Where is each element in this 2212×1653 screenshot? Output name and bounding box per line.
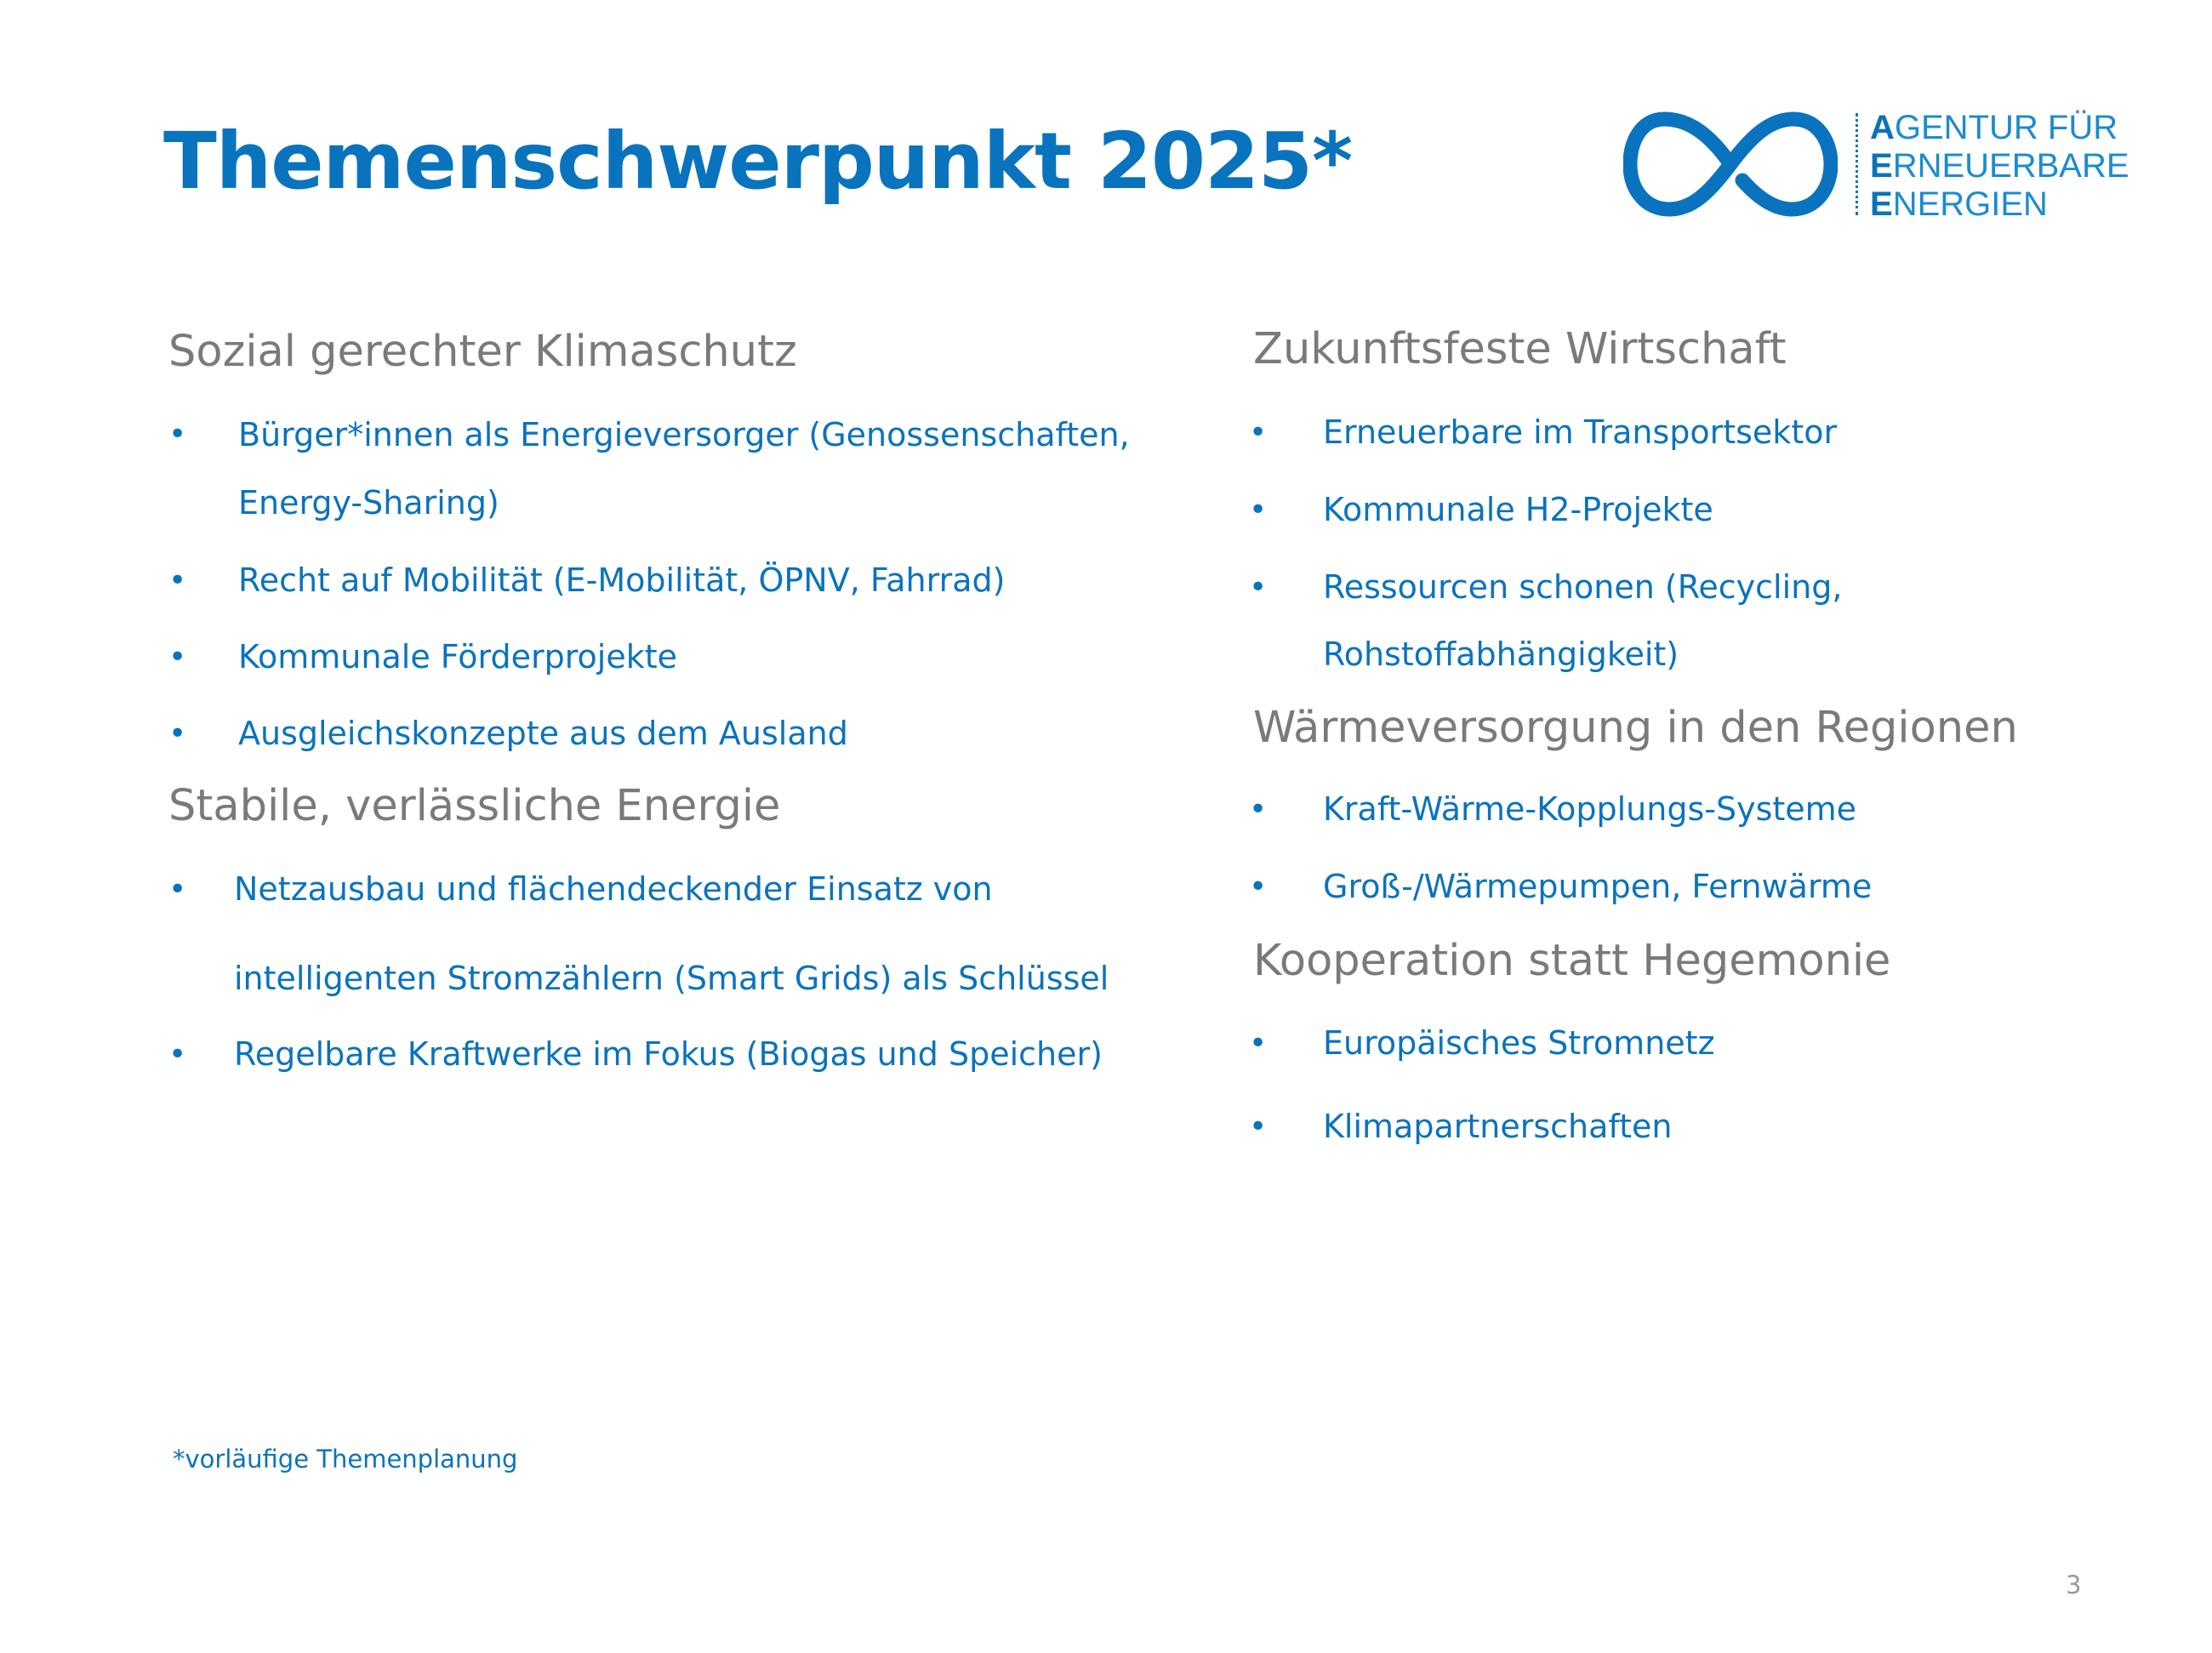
list-item: Kraft-Wärme-Kopplungs-Systeme [1323, 790, 1857, 828]
bullet: • [1249, 570, 1268, 605]
footnote: *vorläufige Themenplanung [173, 1445, 518, 1473]
section-heading-kooperation: Kooperation statt Hegemonie [1253, 936, 1891, 986]
section-heading-stabile: Stabile, verlässliche Energie [168, 781, 781, 831]
bullet: • [168, 716, 187, 751]
list-item-continuation: Rohstoffabhängigkeit) [1323, 636, 1679, 673]
page-number: 3 [2066, 1570, 2082, 1599]
infinity-loop-icon [1623, 109, 1838, 219]
bullet: • [1249, 493, 1268, 527]
section-heading-waerme: Wärmeversorgung in den Regionen [1253, 703, 2018, 753]
logo-line-1: AGENTUR FÜR [1870, 109, 2118, 146]
bullet: • [168, 640, 187, 675]
slide-title: Themenschwerpunkt 2025* [163, 116, 1353, 207]
list-item: Ressourcen schonen (Recycling, [1323, 568, 1843, 606]
bullet: • [1249, 1109, 1268, 1144]
list-item: Recht auf Mobilität (E-Mobilität, ÖPNV, Fahrrad) [238, 561, 1006, 599]
list-item: Kommunale Förderprojekte [238, 638, 677, 675]
section-heading-sozial: Sozial gerechter Klimaschutz [168, 327, 797, 377]
list-item: Groß-/Wärmepumpen, Fernwärme [1323, 868, 1873, 905]
list-item: Europäisches Stromnetz [1323, 1024, 1715, 1062]
bullet: • [1249, 415, 1268, 450]
list-item: Klimapartnerschaften [1323, 1108, 1673, 1145]
bullet: • [1249, 792, 1268, 827]
logo-wordmark [1870, 109, 2129, 224]
bullet: • [168, 563, 187, 598]
logo-line-2: ERNEUERBARE [1870, 147, 2129, 185]
bullet: • [168, 417, 187, 452]
list-item: Erneuerbare im Transportsektor [1323, 413, 1838, 451]
list-item: Regelbare Kraftwerke im Fokus (Biogas und Speicher) [234, 1035, 1103, 1073]
list-item-continuation: Energy-Sharing) [238, 484, 499, 522]
list-item: Kommunale H2-Projekte [1323, 491, 1713, 528]
list-item: Netzausbau und flächendeckender Einsatz von [234, 870, 993, 908]
list-item: Bürger*innen als Energieversorger (Genossenschaften, [238, 416, 1130, 453]
section-heading-zukunft: Zukunftsfeste Wirtschaft [1253, 324, 1787, 374]
bullet: • [1249, 869, 1268, 904]
agency-logo [1623, 109, 2129, 223]
bullet: • [168, 872, 187, 907]
logo-separator [1856, 113, 1858, 215]
logo-line-3: ENERGIEN [1870, 185, 2048, 223]
bullet: • [1249, 1026, 1268, 1061]
list-item-continuation: intelligenten Stromzählern (Smart Grids) als Schlüssel [234, 960, 1109, 997]
list-item: Ausgleichskonzepte aus dem Ausland [238, 715, 848, 752]
bullet: • [168, 1037, 187, 1072]
